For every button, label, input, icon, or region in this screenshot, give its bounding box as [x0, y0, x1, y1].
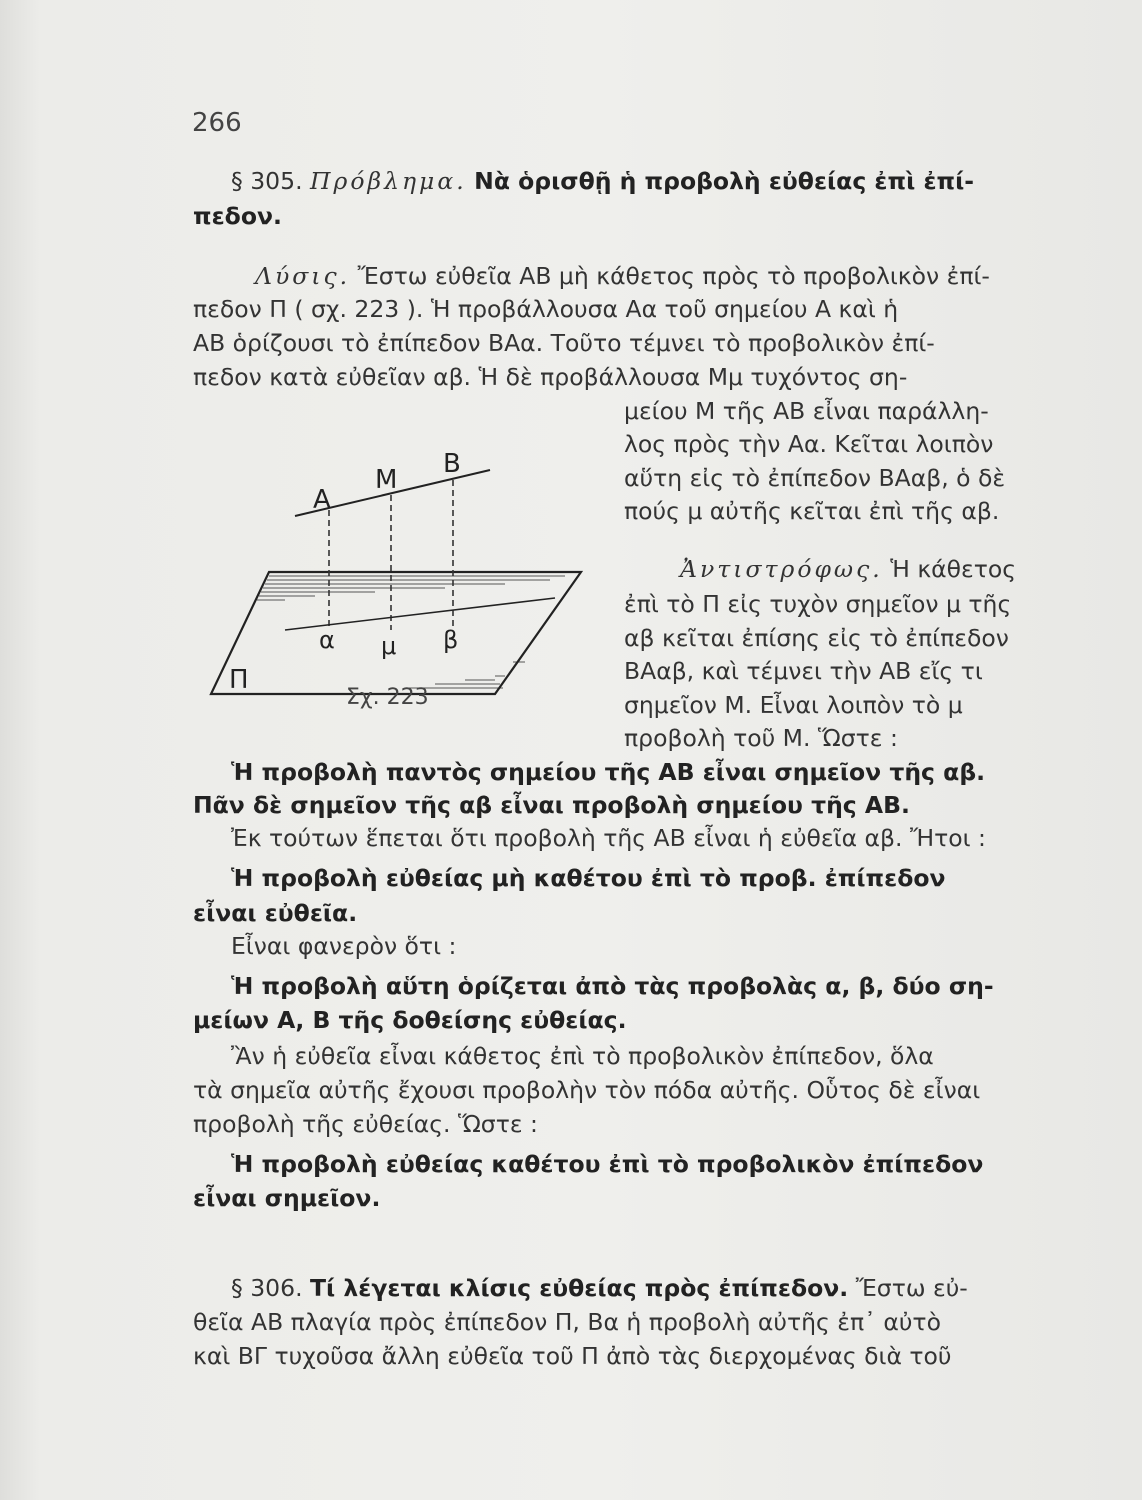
lysis-line-8: πούς μ αὐτῆς κεῖται ἐπὶ τῆς αβ.: [624, 497, 1000, 525]
label-B: Β: [443, 449, 461, 479]
antistrofos-label: Ἀντιστρόφως.: [680, 555, 883, 583]
lysis-label: Λύσις.: [255, 262, 351, 290]
section-title: Νὰ ὁρισθῇ ἡ προβολὴ εὐθείας ἐπὶ ἐπί-: [474, 167, 975, 195]
antistrofos-line-1: [680, 553, 1016, 586]
conclusion-3-line-1: Ἡ προβολὴ αὕτη ὁρίζεται ἀπὸ τὰς προβολὰς α, β, δύο ση-: [231, 972, 994, 1000]
label-M: Μ: [375, 465, 398, 495]
section-number: § 305.: [231, 167, 303, 195]
paragraph-2: Εἶναι φανερὸν ὅτι :: [231, 932, 457, 960]
antistrofos-line-4: ΒΑαβ, καὶ τέμνει τὴν ΑΒ εἴς τι: [624, 657, 983, 685]
conclusion-3-line-2: μείων Α, Β τῆς δοθείσης εὐθείας.: [193, 1006, 627, 1034]
section-306-title: Τί λέγεται κλίσις εὐθείας πρὸς ἐπίπεδον.: [310, 1274, 849, 1302]
lysis-line-7: αὕτη εἰς τὸ ἐπίπεδον ΒΑαβ, ὁ δὲ: [624, 464, 1006, 492]
figure-caption: Σχ. 223: [346, 685, 429, 710]
lysis-line-4: πεδον κατὰ εὐθεῖαν αβ. Ἡ δὲ προβάλλουσα Μμ τυχόντος ση-: [193, 363, 908, 391]
plane-shading: [257, 576, 565, 688]
antistrofos-line-2: ἐπὶ τὸ Π εἰς τυχὸν σημεῖον μ τῆς: [624, 590, 1012, 618]
paragraph-3-line-2: τὰ σημεῖα αὐτῆς ἔχουσι προβολὴν τὸν πόδα αὐτῆς. Οὗτος δὲ εἶναι: [193, 1076, 981, 1104]
conclusion-2-line-2: εἶναι εὐθεῖα.: [193, 899, 358, 927]
lysis-line-2: πεδον Π ( σχ. 223 ). Ἡ προβάλλουσα Αα τοῦ σημείου Α καὶ ἡ: [193, 295, 899, 323]
label-Pi: Π: [229, 665, 249, 695]
section-305-heading: [231, 165, 974, 198]
lysis-text: Ἔστω εὐθεῖα ΑΒ μὴ κάθετος πρὸς τὸ προβολικὸν ἐπί-: [357, 262, 990, 290]
conclusion-4-line-1: Ἡ προβολὴ εὐθείας καθέτου ἐπὶ τὸ προβολικὸν ἐπίπεδον: [231, 1150, 984, 1178]
section-306-line-1: [231, 1272, 968, 1305]
paragraph-3-line-3: προβολὴ τῆς εὐθείας. Ὥστε :: [193, 1110, 538, 1138]
section-306-line-3: καὶ ΒΓ τυχοῦσα ἄλλη εὐθεῖα τοῦ Π ἀπὸ τὰς διερχομένας διὰ τοῦ: [193, 1342, 952, 1370]
conclusion-4-line-2: εἶναι σημεῖον.: [193, 1184, 381, 1212]
label-beta: β: [443, 626, 459, 654]
section-306-number: § 306.: [231, 1274, 303, 1302]
label-mu: μ: [381, 632, 397, 660]
section-306-text: Ἔστω εὐ-: [855, 1274, 968, 1302]
page-number: 266: [192, 108, 242, 138]
label-alpha: α: [319, 626, 335, 654]
label-A: Α: [313, 485, 331, 515]
antistrofos-line-6: προβολὴ τοῦ Μ. Ὥστε :: [624, 724, 898, 752]
problem-label: Πρόβλημα.: [310, 167, 467, 195]
lysis-line-6: λος πρὸς τὴν Αα. Κεῖται λοιπὸν: [624, 430, 994, 458]
conclusion-1-line-2: Πᾶν δὲ σημεῖον τῆς αβ εἶναι προβολὴ σημείου τῆς ΑΒ.: [193, 791, 910, 819]
conclusion-1-line-1: Ἡ προβολὴ παντὸς σημείου τῆς ΑΒ εἶναι σημεῖον τῆς αβ.: [231, 758, 986, 786]
section-306-line-2: θεῖα ΑΒ πλαγία πρὸς ἐπίπεδον Π, Βα ἡ προβολὴ αὐτῆς ἐπ᾽ αὐτὸ: [193, 1308, 941, 1336]
antistrofos-text: Ἡ κάθετος: [890, 555, 1017, 583]
lysis-line-3: ΑΒ ὁρίζουσι τὸ ἐπίπεδον ΒΑα. Τοῦτο τέμνει τὸ προβολικὸν ἐπί-: [193, 329, 935, 357]
paragraph-1: Ἐκ τούτων ἕπεται ὅτι προβολὴ τῆς ΑΒ εἶναι ἡ εὐθεῖα αβ. Ἤτοι :: [231, 824, 986, 852]
paragraph-3-line-1: Ἂν ἡ εὐθεῖα εἶναι κάθετος ἐπὶ τὸ προβολικὸν ἐπίπεδον, ὅλα: [231, 1042, 934, 1070]
antistrofos-line-3: αβ κεῖται ἐπίσης εἰς τὸ ἐπίπεδον: [624, 624, 1009, 652]
section-title-cont: πεδον.: [193, 202, 282, 230]
antistrofos-line-5: σημεῖον Μ. Εἶναι λοιπὸν τὸ μ: [624, 691, 963, 719]
conclusion-2-line-1: Ἡ προβολὴ εὐθείας μὴ καθέτου ἐπὶ τὸ προβ. ἐπίπεδον: [231, 864, 946, 892]
lysis-line-1: [255, 260, 990, 293]
lysis-line-5: μείου Μ τῆς ΑΒ εἶναι παράλλη-: [624, 397, 989, 425]
